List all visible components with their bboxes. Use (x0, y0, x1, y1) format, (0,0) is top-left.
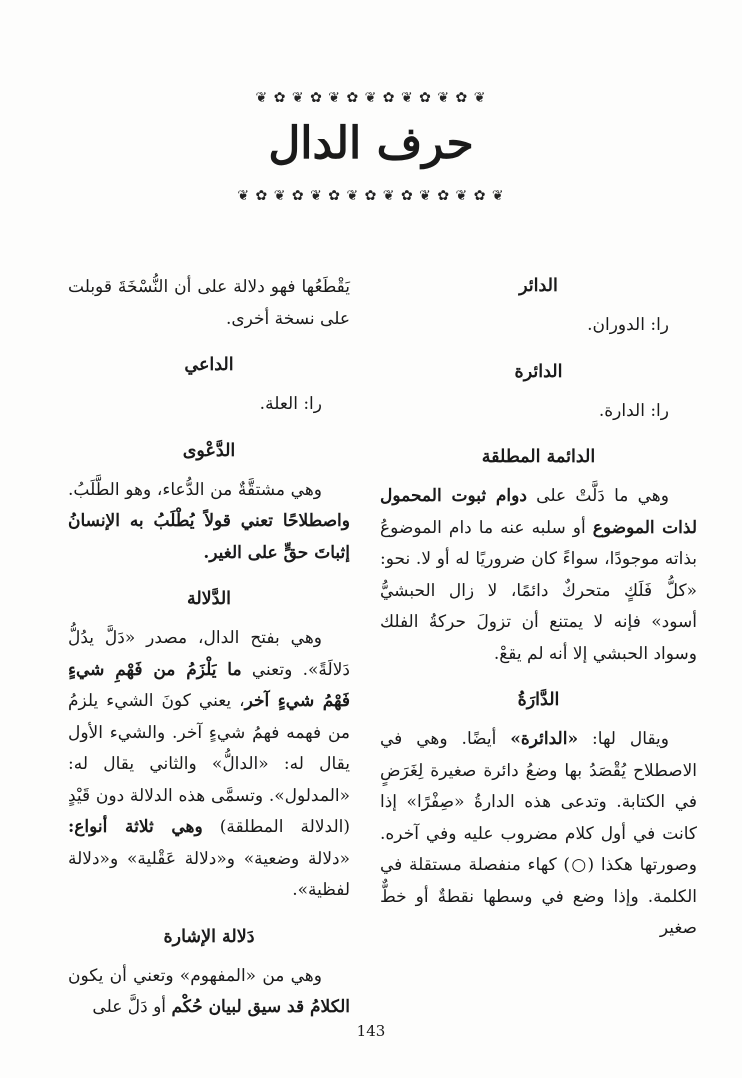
entry-title-daer: الدائر (519, 276, 558, 296)
text-run: وهي ما دَلَّتْ على (526, 486, 669, 506)
bold-run: «الدائرة» (510, 729, 579, 749)
entry-title-dawa: الدَّعْوى (182, 440, 236, 461)
text-run: أو دَلَّ على (92, 997, 172, 1017)
entry-text-dalala (68, 623, 350, 907)
bold-run: واصطلاحًا تعني قولاً يُطْلَبُ به الإنسانُ إثباتَ حقٍّ على الغير. (68, 511, 350, 563)
entry-text-dawa (68, 475, 350, 570)
text-run: وهي مشتقَّةٌ من الدُّعاء، وهو الطَّلَبُ. (68, 479, 322, 500)
text-run: وهي بفتح الدال، مصدر «دَلَّ يدُلُّ دَلالَةً». وتعني (68, 628, 350, 680)
bold-run: الكلامُ قد سيق لبيان حُكْم (171, 997, 350, 1017)
text-run: وهي من «المفهوم» وتعني أن يكون (68, 965, 322, 986)
entry-title-dalalat-ishara: دَلالة الإشارة (163, 926, 255, 947)
entry-title-daema: الدائمة المطلقة (481, 447, 596, 467)
page-number: 143 (356, 1022, 386, 1040)
text-run: أيضًا. وهي في الاصطلاح يُقْصَدُ بها وضعُ دائرة صغيرة لِغَرَضٍ في الكتابة. وتدعى هذه الدارةُ «صِفْرًا» إذا كانت في أول كلام مضروب عليه وفي آخره. وصورتها هكذا (○) كهاء منفصلة مستقلة في الكلمة. وإذا وضع في وسطها نقطةٌ أو خطٌّ صغير (380, 729, 697, 938)
bold-run: دوام ثبوت المحمول لذات الموضوع (380, 486, 698, 538)
bold-run: وهي ثلاثة أنواع: (68, 817, 203, 837)
entry-ref-daer: را: الدوران. (587, 315, 669, 335)
continuation-text: يَقْطَعُها فهو دلالة على أن النُّسْخَةَ قوبلت على نسخة أخرى. (68, 277, 350, 329)
entry-title-dara: الدَّارَةُ (517, 690, 560, 710)
entry-text-dalalat-ishara (68, 961, 350, 1024)
text-run: ، يعني كونَ الشيء يلزمُ من فهمه فهمُ شيءٍ آخر. والشيء الأول يقال له: «الدالُّ» والثاني يقال له: «المدلول». وتسمَّى هذه الدلالة دون قَيْدٍ (الدلالة المطلقة) (68, 691, 350, 837)
entry-text-daema (380, 481, 697, 670)
entry-title-dai: الداعي (184, 355, 234, 375)
left-column (68, 272, 350, 1024)
ornament-bottom: ❦ ✿ ❦ ✿ ❦ ✿ ❦ ✿ ❦ ✿ ❦ ✿ ❦ ✿ ❦ (237, 188, 505, 204)
right-column (380, 272, 697, 945)
entry-title-dalala: الدَّلالة (186, 589, 232, 609)
entry-title-daera: الدائرة (514, 361, 563, 382)
ornament-top: ❦ ✿ ❦ ✿ ❦ ✿ ❦ ✿ ❦ ✿ ❦ ✿ ❦ (255, 90, 487, 106)
entry-ref-daera: را: الدارة. (598, 400, 669, 421)
entry-ref-dai: را: العلة. (259, 394, 322, 414)
bold-run: ما يَلْزَمُ من فَهْمِ شيءٍ فَهْمُ شيءٍ آخر (68, 659, 350, 711)
text-run: «دلالة وضعية» و«دلالة عَقْلية» و«دلالة لفظية». (68, 848, 350, 900)
text-run: أو سلبه عنه ما دام الموضوعُ بذاته موجودًا، سواءً كان ضروريًا له أو لا. نحو: «كلُّ فَلَكٍ متحركٌ دائمًا، لا زال الحبشيُّ أسود» فإنه لا يمتنع أن تزولَ حركةُ الفلك وسواد الحبشي إلا أنه لم يقعْ. (380, 517, 697, 664)
chapter-title: حرف الدال (268, 118, 474, 169)
entry-text-dara (380, 724, 697, 945)
text-run: ويقال لها: (578, 729, 669, 749)
